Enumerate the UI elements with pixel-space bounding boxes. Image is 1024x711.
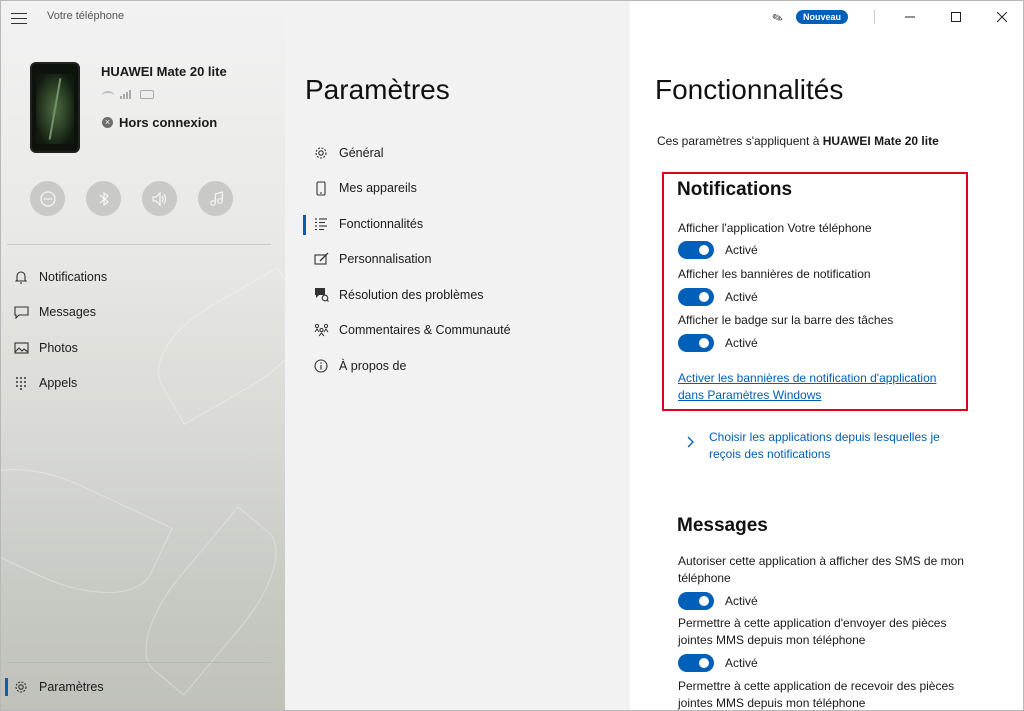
connection-status-text: Hors connexion — [119, 115, 218, 130]
settings-item-about[interactable] — [285, 348, 630, 384]
nav-label: Photos — [39, 340, 78, 355]
nav-label: Paramètres — [39, 680, 104, 694]
setting-label-line: jointes MMS depuis mon téléphone — [678, 696, 866, 710]
settings-item-label: À propos de — [339, 358, 407, 373]
divider — [7, 244, 271, 245]
quick-actions — [30, 181, 233, 216]
features-pane — [630, 1, 1024, 711]
troubleshoot-icon — [313, 287, 329, 303]
setting-toggle-row — [678, 334, 758, 352]
bell-icon — [13, 269, 29, 285]
link-line: Activer les bannières de notification d'application — [678, 371, 937, 385]
do-not-disturb-icon — [40, 191, 56, 207]
choose-line: Choisir les applications depuis lesquelles je — [709, 430, 940, 444]
message-icon — [13, 304, 29, 320]
setting-label — [678, 615, 946, 649]
volume-icon — [151, 191, 169, 207]
choose-line: reçois des notifications — [709, 447, 831, 461]
selected-indicator — [303, 215, 306, 235]
link-line: dans Paramètres Windows — [678, 388, 822, 402]
setting-label — [678, 553, 964, 587]
windows-settings-link[interactable] — [678, 370, 936, 404]
settings-item-label: Général — [339, 145, 384, 160]
setting-label-line: téléphone — [678, 571, 731, 585]
volume-button[interactable] — [142, 181, 177, 216]
toggle-state: Activé — [725, 594, 758, 608]
settings-item-features[interactable] — [285, 206, 630, 242]
toggle-state: Activé — [725, 336, 758, 350]
signal-icon — [120, 90, 134, 99]
nav-item-photos[interactable] — [1, 330, 285, 366]
mms-send-toggle[interactable] — [678, 654, 714, 672]
nav-label: Notifications — [39, 269, 108, 284]
connection-status — [102, 115, 217, 130]
setting-label-line: Permettre à cette application d'envoyer des pièces — [678, 616, 947, 630]
show-app-toggle[interactable] — [678, 241, 714, 259]
settings-item-label: Personnalisation — [339, 252, 432, 267]
community-icon — [313, 322, 329, 338]
applies-device: HUAWEI Mate 20 lite — [822, 134, 939, 148]
setting-label-line: jointes MMS depuis mon téléphone — [678, 633, 866, 647]
app-title: Votre téléphone — [47, 10, 125, 22]
nav-item-notifications[interactable] — [1, 259, 285, 295]
toggle-state: Activé — [725, 656, 758, 670]
notification-banners-toggle[interactable] — [678, 288, 714, 306]
whats-new-pen-icon[interactable]: ✎ — [770, 9, 786, 27]
applies-to-text — [657, 134, 939, 148]
info-icon — [313, 358, 329, 374]
nav-item-calls[interactable] — [1, 366, 285, 402]
setting-toggle-row — [678, 288, 758, 306]
hamburger-menu-icon[interactable] — [11, 13, 27, 25]
toggle-state: Activé — [725, 243, 758, 257]
setting-label-line: Permettre à cette application de recevoir des pièces — [678, 679, 955, 693]
divider — [874, 10, 875, 24]
settings-item-label: Fonctionnalités — [339, 216, 424, 231]
nav-label: Messages — [39, 305, 96, 320]
setting-label: Afficher les bannières de notification — [678, 267, 871, 281]
maximize-button[interactable] — [933, 1, 979, 33]
nav-item-messages[interactable] — [1, 295, 285, 331]
bluetooth-icon — [98, 191, 110, 207]
setting-toggle-row — [678, 592, 758, 610]
settings-item-general[interactable] — [285, 135, 630, 171]
minimize-button[interactable] — [887, 1, 933, 33]
wifi-icon — [102, 91, 114, 99]
left-nav — [1, 259, 285, 401]
settings-item-my-devices[interactable] — [285, 171, 630, 207]
setting-label: Afficher le badge sur la barre des tâches — [678, 313, 894, 327]
device-name: HUAWEI Mate 20 lite — [101, 64, 227, 79]
bluetooth-button[interactable] — [86, 181, 121, 216]
settings-item-community[interactable] — [285, 313, 630, 349]
taskbar-badge-toggle[interactable] — [678, 334, 714, 352]
sms-toggle[interactable] — [678, 592, 714, 610]
close-icon — [997, 12, 1007, 22]
setting-label-line: Autoriser cette application à afficher des SMS de mon — [678, 554, 964, 568]
phone-image — [30, 62, 80, 153]
nav-item-settings[interactable] — [1, 675, 285, 699]
music-icon — [209, 191, 223, 207]
title-bar — [772, 1, 1024, 33]
personalize-icon — [313, 251, 329, 267]
toggle-state: Activé — [725, 290, 758, 304]
selected-indicator — [5, 678, 8, 696]
features-list-icon — [313, 216, 329, 232]
gear-icon — [13, 679, 29, 695]
music-button[interactable] — [198, 181, 233, 216]
applies-prefix: Ces paramètres s'appliquent à — [657, 134, 820, 148]
nav-label: Appels — [39, 376, 78, 391]
photo-icon — [13, 340, 29, 356]
messages-heading: Messages — [677, 515, 768, 536]
divider — [7, 662, 271, 663]
dialpad-icon — [13, 375, 29, 391]
settings-item-label: Commentaires & Communauté — [339, 323, 511, 338]
gear-icon — [313, 145, 329, 161]
settings-title: Paramètres — [305, 74, 450, 105]
setting-toggle-row — [678, 241, 758, 259]
phone-icon — [313, 180, 329, 196]
maximize-icon — [951, 12, 961, 22]
settings-item-troubleshooting[interactable] — [285, 277, 630, 313]
battery-icon — [140, 90, 154, 99]
device-status-icons — [102, 90, 154, 99]
setting-label: Afficher l'application Votre téléphone — [678, 221, 872, 235]
notifications-heading: Notifications — [677, 179, 793, 200]
offline-icon: × — [102, 117, 113, 128]
choose-apps-text — [709, 429, 969, 463]
chevron-right-icon — [687, 435, 695, 463]
page-title: Fonctionnalités — [655, 74, 844, 105]
choose-apps-link[interactable] — [687, 429, 969, 463]
do-not-disturb-button[interactable] — [30, 181, 65, 216]
close-button[interactable] — [979, 1, 1024, 33]
settings-item-label: Résolution des problèmes — [339, 287, 484, 302]
new-badge[interactable]: Nouveau — [796, 10, 848, 24]
setting-toggle-row — [678, 654, 758, 672]
settings-item-label: Mes appareils — [339, 181, 417, 196]
settings-nav-pane — [285, 1, 630, 711]
settings-item-personalization[interactable] — [285, 242, 630, 278]
left-pane — [1, 1, 285, 711]
minimize-icon — [905, 12, 915, 22]
settings-nav — [285, 135, 630, 384]
setting-label — [678, 678, 954, 711]
